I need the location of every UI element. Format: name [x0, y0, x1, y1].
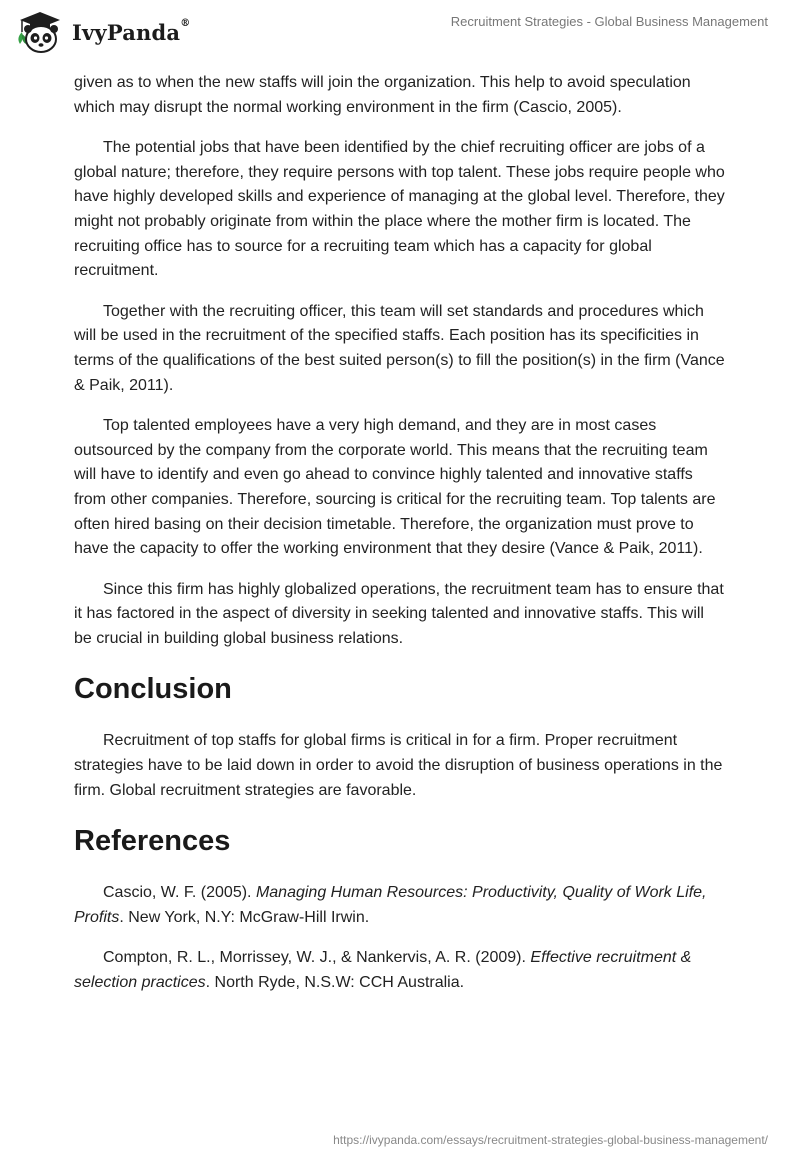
paragraph-1: given as to when the new staffs will join the organization. This help to avoid speculation which may disrupt the normal working environment in the firm (Cascio, 2005). [74, 74, 691, 116]
references-heading: References [74, 825, 231, 858]
reference-item: Compton, R. L., Morrissey, W. J., & Nankervis, A. R. (2009). Effective recruitment & selection practices. North Ryde, N.S.W: CCH Australia. [74, 949, 692, 992]
paragraph-3: Together with the recruiting officer, this team will set standards and procedures which will be used in the recruitment of the specified staffs. Each position has its specificities in terms of the qualifications of the best suited person(s) to fill the position(s) in the firm (Vance & Paik, 2011). [74, 302, 725, 394]
panda-graduate-icon [14, 10, 66, 54]
logo-text: IvyPanda® [72, 17, 191, 45]
conclusion-heading: Conclusion [74, 673, 232, 706]
document-title: Recruitment Strategies - Global Business Management [450, 14, 768, 29]
reference-item: Cascio, W. F. (2005). Managing Human Resources: Productivity, Quality of Work Life, Profits. New York, N.Y: McGraw-Hill Irwin. [74, 884, 707, 926]
page-header [0, 0, 800, 64]
ivypanda-logo[interactable] [14, 8, 190, 56]
paragraph-4: Top talented employees have a very high demand, and they are in most cases outsourced by the company from the corporate world. This means that the recruiting team will have to identify and even go ahead to convince highly talented and innovative staffs from other companies. Therefore, sourcing is critical for the recruiting team. Top talents are often hired basing on their decision timetable. Therefore, the organization must prove to have the capacity to offer the working environment that they desire (Vance & Paik, 2011). [74, 417, 716, 558]
paragraph-5: Since this firm has highly globalized operations, the recruitment team has to ensure that it has factored in the aspect of diversity in seeking talented and innovative staffs. This will be crucial in building global business relations. [74, 580, 724, 647]
paragraph-2: The potential jobs that have been identified by the chief recruiting officer are jobs of a global nature; therefore, they require persons with top talent. These jobs require people who have highly developed skills and experience of managing at the global level. Therefore, they might not probably originate from within the place where the mother firm is located. The recruiting office has to source for a recruiting team which has a capacity for global recruitment. [74, 139, 725, 280]
essay-content [74, 71, 726, 1012]
conclusion-paragraph: Recruitment of top staffs for global firms is critical in for a firm. Proper recruitment strategies have to be laid down in order to avoid the disruption of business operations in the firm. Global recruitment strategies are favorable. [74, 732, 723, 799]
source-url[interactable]: https://ivypanda.com/essays/recruitment-strategies-global-business-management/ [333, 1133, 768, 1147]
